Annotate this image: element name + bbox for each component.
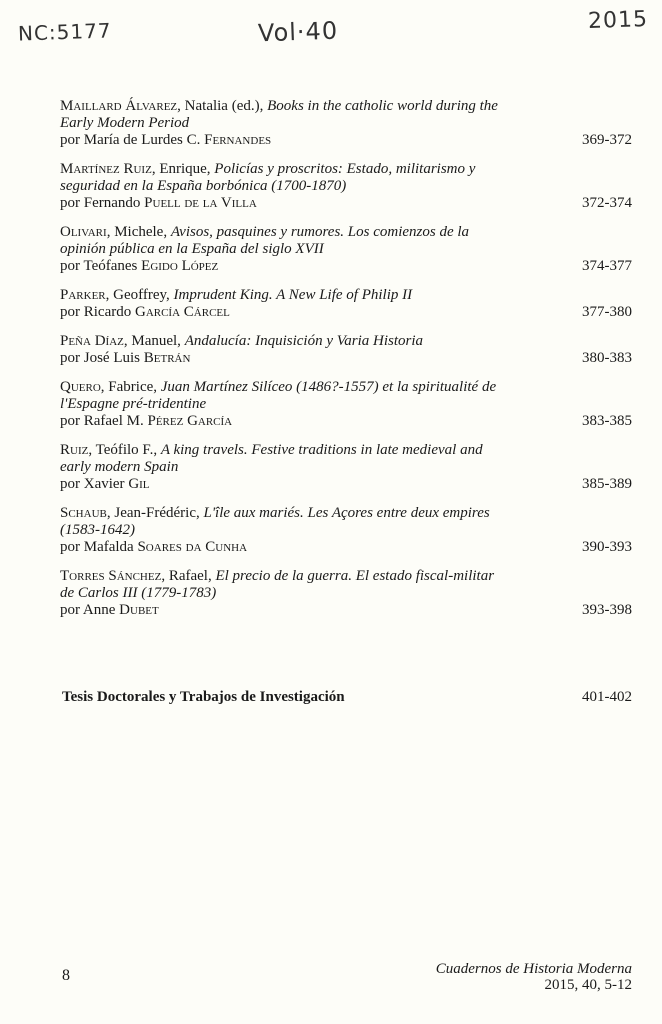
reviewer-surname: García Cárcel xyxy=(134,304,230,320)
page-range: 393-398 xyxy=(582,602,632,618)
reviewer-prefix: por Anne xyxy=(60,602,120,618)
entry-text xyxy=(60,224,510,275)
entry-text xyxy=(60,161,510,212)
reviewer-prefix: por José Luis xyxy=(60,350,144,366)
reviewer xyxy=(60,476,510,493)
book-title: A king travels. Festive traditions in late medieval and early modern Spain xyxy=(60,442,483,475)
page-range: 385-389 xyxy=(582,476,632,492)
review-entry xyxy=(60,505,632,556)
author-name: , Fabrice, xyxy=(100,379,161,395)
author-surname: Peña Díaz xyxy=(60,333,124,349)
review-entry xyxy=(60,161,632,212)
author-surname: Torres Sánchez xyxy=(60,568,162,584)
reviewer-surname: Dubet xyxy=(119,602,159,618)
journal-footer xyxy=(436,961,632,993)
reviewer xyxy=(60,413,510,430)
review-entry xyxy=(60,98,632,149)
author-surname: Parker xyxy=(60,287,106,303)
reviewer-prefix: por Rafael M. xyxy=(60,413,148,429)
reviewer-surname: Fernandes xyxy=(204,132,272,148)
reviewer-prefix: por Fernando xyxy=(60,195,145,211)
reviewer xyxy=(60,132,510,149)
entry-text xyxy=(60,287,510,321)
reviewer-surname: Gil xyxy=(128,476,150,492)
reviewer-surname: Egido López xyxy=(141,258,219,274)
book-title: Avisos, pasquines y rumores. Los comienzos de la opinión pública en la España del siglo XVII xyxy=(60,224,470,257)
author-name: , Michele, xyxy=(106,224,171,240)
review-entry xyxy=(60,379,632,430)
page-range: 372-374 xyxy=(582,195,632,211)
review-list xyxy=(60,98,632,631)
reviewer-surname: Pérez García xyxy=(147,413,233,429)
reviewer xyxy=(60,539,510,556)
review-entry xyxy=(60,333,632,367)
reviewer-surname: Betrán xyxy=(143,350,191,366)
book-title: Juan Martínez Silíceo (1486?-1557) et la spiritualité de l'Espagne pré-tridentine xyxy=(60,379,497,412)
page-range: 374-377 xyxy=(582,258,632,274)
handwritten-volume: Vol·40 xyxy=(257,16,339,48)
author-name: , Jean-Frédéric, xyxy=(106,505,204,521)
reviewer-prefix: por Ricardo xyxy=(60,304,135,320)
page-range: 377-380 xyxy=(582,304,632,320)
book-title: L'île aux mariés. Les Açores entre deux empires (1583-1642) xyxy=(60,505,490,538)
review-entry xyxy=(60,568,632,619)
page-number: 8 xyxy=(62,967,70,984)
author-surname: Maillard Álvarez xyxy=(60,98,178,114)
entry-text xyxy=(60,505,510,556)
book-title: El precio de la guerra. El estado fiscal-militar de Carlos III (1779-1783) xyxy=(60,568,495,601)
journal-name: Cuadernos de Historia Moderna xyxy=(435,961,632,977)
reviewer xyxy=(60,350,510,367)
author-surname: Olivari xyxy=(60,224,107,240)
book-title: Books in the catholic world during the Early Modern Period xyxy=(60,98,498,131)
reviewer-surname: Soares da Cunha xyxy=(137,539,248,555)
page-range: 369-372 xyxy=(582,132,632,148)
section-title: Tesis Doctorales y Trabajos de Investigación xyxy=(62,689,345,705)
author-name: , Manuel, xyxy=(123,333,185,349)
reviewer-prefix: por Xavier xyxy=(60,476,129,492)
handwritten-year: 2015 xyxy=(587,6,649,35)
journal-citation: 2015, 40, 5-12 xyxy=(544,977,632,993)
author-name: , Enrique, xyxy=(151,161,215,177)
book-title: Imprudent King. A New Life of Philip II xyxy=(173,287,413,303)
entry-text xyxy=(60,333,510,367)
review-entry xyxy=(60,287,632,321)
author-surname: Schaub xyxy=(60,505,107,521)
review-entry xyxy=(60,224,632,275)
reviewer-prefix: por Teófanes xyxy=(60,258,142,274)
entry-text xyxy=(60,442,510,493)
review-entry xyxy=(60,442,632,493)
entry-text xyxy=(60,379,510,430)
section-heading xyxy=(62,689,632,706)
author-name: , Teófilo F., xyxy=(88,442,161,458)
author-name: , Geoffrey, xyxy=(105,287,174,303)
author-surname: Ruiz xyxy=(60,442,89,458)
reviewer-prefix: por Mafalda xyxy=(60,539,138,555)
book-title: Policías y proscritos: Estado, militarismo y seguridad en la España borbónica (1700-1870) xyxy=(60,161,476,194)
reviewer xyxy=(60,602,510,619)
entry-text xyxy=(60,568,510,619)
reviewer-prefix: por María de Lurdes C. xyxy=(60,132,205,148)
book-title: Andalucía: Inquisición y Varia Historia xyxy=(184,333,424,349)
section-page-range: 401-402 xyxy=(582,689,632,705)
reviewer xyxy=(60,304,510,321)
author-surname: Quero xyxy=(60,379,101,395)
page-range: 383-385 xyxy=(582,413,632,429)
page-range: 380-383 xyxy=(582,350,632,366)
handwritten-catalog-number: NC:5177 xyxy=(17,18,112,46)
entry-text xyxy=(60,98,510,149)
reviewer xyxy=(60,195,510,212)
reviewer-surname: Puell de la Villa xyxy=(144,195,257,211)
page-range: 390-393 xyxy=(582,539,632,555)
author-name: , Rafael, xyxy=(161,568,216,584)
reviewer xyxy=(60,258,510,275)
author-surname: Martínez Ruiz xyxy=(60,161,152,177)
author-name: , Natalia (ed.), xyxy=(177,98,268,114)
